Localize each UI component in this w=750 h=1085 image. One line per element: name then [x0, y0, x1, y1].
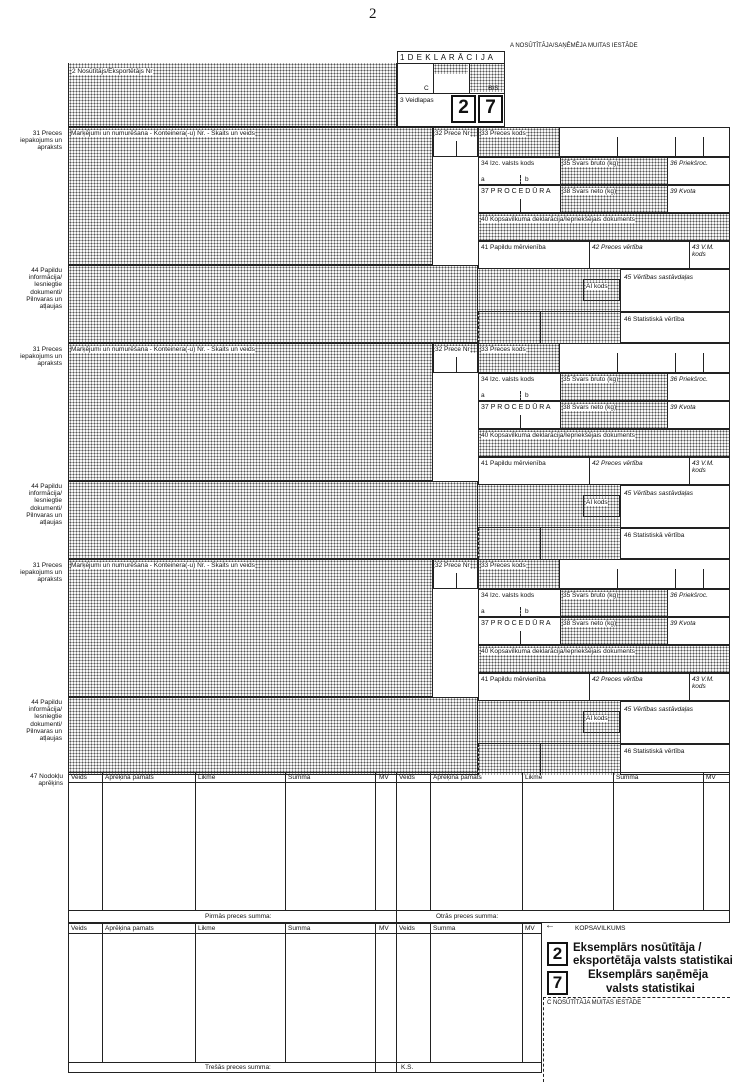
copy-number-b: 7 [478, 95, 503, 123]
tax-col-mp-3: MV [379, 925, 389, 932]
office-c-label: C NOSŪTĪTĀJA MUITAS IESTĀDE [547, 1000, 642, 1006]
goods-1-item-label: 32 Prece Nr [435, 130, 470, 137]
goods-2-additional-info-box[interactable] [68, 481, 478, 559]
goods-3-gross-label: 35 Svars bruto (kg) [563, 592, 619, 599]
goods-2-quota-label: 39 Kvota [670, 404, 696, 411]
page-number: 2 [369, 6, 377, 22]
copy-7-title-1: Eksemplārs saņēmēja [588, 969, 709, 981]
tax-col-base-3: Aprēķina pamats [105, 925, 154, 932]
goods-1-pref-label: 36 Priekšroc. [670, 160, 708, 167]
goods-2-side-31: 31 Preces iepakojums un apraksts [20, 346, 62, 368]
goods-2-prev-doc-label: 40 Kopsavilkuma deklarācija/Iepriekšējais dokuments [481, 432, 635, 439]
goods-2-item-label: 32 Prece Nr [435, 346, 470, 353]
goods-3-net-label: 38 Svars neto (kg) [563, 620, 617, 627]
code-c: C [424, 85, 429, 92]
declaration-label: 1 D E K L A R Ā C I J A [400, 53, 494, 62]
goods-1-description-box[interactable] [68, 127, 433, 265]
goods-1-ai-label: AI kods [586, 283, 608, 290]
goods-3-ai-label: AI kods [586, 715, 608, 722]
goods-1-origin-b: b [525, 176, 529, 183]
goods-2-side-44: 44 Papildu informācija/ Iesniegtie dokumenti/ Pilnvaras un atļaujas [26, 483, 62, 527]
copy-box-7: 7 [547, 971, 568, 995]
copy-number-a: 2 [451, 95, 476, 123]
tax-col-base-2: Aprēķina pamats [433, 774, 482, 781]
goods-3-value-label: 42 Preces vērtība [592, 676, 643, 683]
goods-3-side-31: 31 Preces iepakojums un apraksts [20, 562, 62, 584]
tax-col-type-2: Veids [399, 774, 415, 781]
tax-col-mp-4: MV [525, 925, 535, 932]
goods-1-marks-label: Marķējumi un numurēšana - Konteinera(-u) Nr. - Skaits un veids [71, 130, 255, 137]
tax-table-upper [68, 772, 730, 923]
third-goods-total: Trešās preces summa: [205, 1064, 271, 1071]
tax-col-sum-4: Summa [433, 925, 456, 932]
goods-3-origin-a: a [481, 608, 485, 615]
goods-3-additional-info-box[interactable] [68, 697, 478, 775]
sender-label: 2 Nosūtītājs/Eksportētājs Nr [72, 68, 153, 75]
goods-2-origin-label: 34 Izc. valsts kods [481, 376, 535, 383]
goods-2-adj-label: 45 Vērtības sastāvdaļas [624, 490, 694, 497]
goods-3-marks-label: Marķējumi un numurēšana - Konteinera(-u) Nr. - Skaits un veids [71, 562, 255, 569]
goods-1-prev-doc-label: 40 Kopsavilkuma deklarācija/Iepriekšējais dokuments [481, 216, 635, 223]
tax-table-lower [68, 923, 542, 1073]
goods-1-adj-label: 45 Vērtības sastāvdaļas [624, 274, 694, 281]
goods-2-supp-units-label: 41 Papildu mērvienība [481, 460, 546, 467]
first-goods-total: Pirmās preces summa: [205, 913, 272, 920]
tax-side-label: 47 Nodokļu aprēķins [30, 773, 63, 788]
tax-col-mp-1: MV [379, 774, 389, 781]
goods-1-gross-label: 35 Svars bruto (kg) [563, 160, 619, 167]
tax-col-type-4: Veids [399, 925, 415, 932]
goods-3-quota-label: 39 Kvota [670, 620, 696, 627]
goods-1-code-label: 33 Preces kods [481, 130, 526, 137]
goods-1-procedure-label: 37 P R O C E D Ū R A [481, 188, 551, 195]
goods-2-value-label: 42 Preces vērtība [592, 460, 643, 467]
ks-label: K.S. [401, 1064, 414, 1071]
copy-2-title-1: Eksemplārs nosūtītāja / [573, 942, 702, 954]
tax-col-base-1: Aprēķina pamats [105, 774, 154, 781]
goods-3-adj-label: 45 Vērtības sastāvdaļas [624, 706, 694, 713]
goods-1-quota-label: 39 Kvota [670, 188, 696, 195]
goods-3-item-label: 32 Prece Nr [435, 562, 470, 569]
goods-1-net-label: 38 Svars neto (kg) [563, 188, 617, 195]
goods-2-gross-label: 35 Svars bruto (kg) [563, 376, 619, 383]
goods-3-code-label: 33 Preces kods [481, 562, 526, 569]
goods-2-net-label: 38 Svars neto (kg) [563, 404, 617, 411]
tax-col-sum-2: Summa [616, 774, 639, 781]
tax-col-rate-3: Likme [198, 925, 216, 932]
goods-3-description-box[interactable] [68, 559, 433, 697]
goods-2-procedure-label: 37 P R O C E D Ū R A [481, 404, 551, 411]
goods-3-origin-label: 34 Izc. valsts kods [481, 592, 535, 599]
goods-3-stat-label: 46 Statistiskā vērtība [624, 748, 685, 755]
tax-col-rate-1: Likme [198, 774, 216, 781]
goods-2-marks-label: Marķējumi un numurēšana - Konteinera(-u) Nr. - Skaits un veids [71, 346, 255, 353]
tax-col-type-3: Veids [71, 925, 87, 932]
tax-col-rate-2: Likme [525, 774, 543, 781]
office-a-label: A NOSŪTĪTĀJA/SAŅĒMĒJA MUITAS IESTĀDE [510, 43, 638, 49]
goods-2-description-box[interactable] [68, 343, 433, 481]
copy-7-title-2: valsts statistikai [606, 983, 695, 995]
goods-1-additional-info-box[interactable] [68, 265, 478, 343]
summary-label: KOPSAVILKUMS [575, 925, 626, 932]
goods-1-origin-a: a [481, 176, 485, 183]
tax-col-mp-2: MV [706, 774, 716, 781]
goods-3-vm-label: 43 V.M. kods [692, 676, 714, 690]
goods-2-pref-label: 36 Priekšroc. [670, 376, 708, 383]
code-bis: BIS [488, 85, 499, 92]
goods-1-value-label: 42 Preces vērtība [592, 244, 643, 251]
tax-col-type-1: Veids [71, 774, 87, 781]
goods-1-side-31: 31 Preces iepakojums un apraksts [20, 130, 62, 152]
tax-col-sum-1: Summa [288, 774, 311, 781]
tax-col-sum-3: Summa [288, 925, 311, 932]
second-goods-total: Otrās preces summa: [436, 913, 499, 920]
goods-2-origin-b: b [525, 392, 529, 399]
goods-3-supp-units-label: 41 Papildu mērvienība [481, 676, 546, 683]
goods-1-supp-units-label: 41 Papildu mērvienība [481, 244, 546, 251]
goods-3-procedure-label: 37 P R O C E D Ū R A [481, 620, 551, 627]
goods-2-code-label: 33 Preces kods [481, 346, 526, 353]
goods-3-pref-label: 36 Priekšroc. [670, 592, 708, 599]
goods-1-vm-label: 43 V.M. kods [692, 244, 714, 258]
arrow-icon: ← [545, 920, 555, 931]
goods-2-ai-label: AI kods [586, 499, 608, 506]
goods-1-stat-label: 46 Statistiskā vērtība [624, 316, 685, 323]
goods-3-origin-b: b [525, 608, 529, 615]
goods-2-origin-a: a [481, 392, 485, 399]
goods-1-origin-label: 34 Izc. valsts kods [481, 160, 535, 167]
goods-3-side-44: 44 Papildu informācija/ Iesniegtie dokumenti/ Pilnvaras un atļaujas [26, 699, 62, 743]
copy-box-2: 2 [547, 942, 568, 966]
goods-2-vm-label: 43 V.M. kods [692, 460, 714, 474]
forms-label: 3 Veidlapas [400, 97, 434, 104]
goods-2-stat-label: 46 Statistiskā vērtība [624, 532, 685, 539]
goods-1-side-44: 44 Papildu informācija/ Iesniegtie dokumenti/ Pilnvaras un atļaujas [26, 267, 62, 311]
copy-2-title-2: eksportētāja valsts statistikai [573, 955, 733, 967]
goods-3-prev-doc-label: 40 Kopsavilkuma deklarācija/Iepriekšējais dokuments [481, 648, 635, 655]
